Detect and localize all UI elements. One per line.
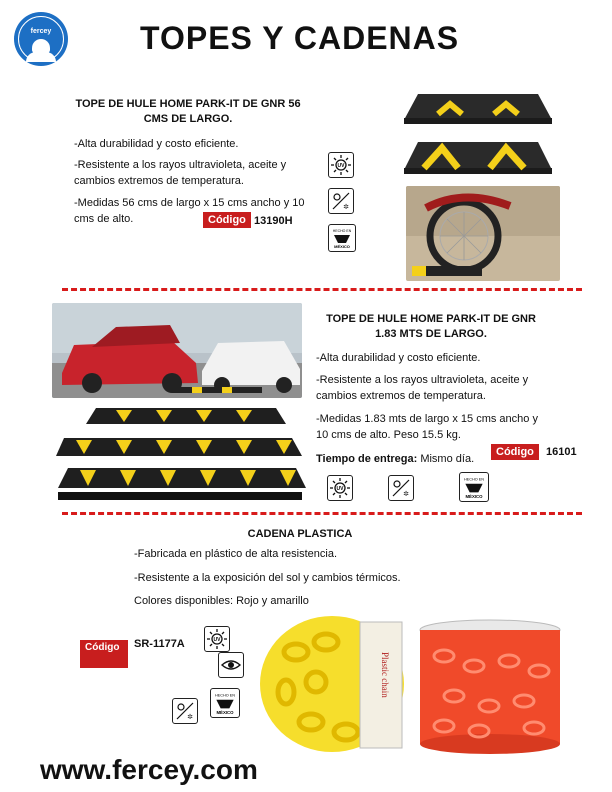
product3-title: CADENA PLASTICA [247,528,353,540]
product3-bullet-3: Colores disponibles: Rojo y amarillo [134,595,309,607]
product2-code: 16101 [546,446,577,458]
product2-bullet-3: -Medidas 1.83 mts de largo x 15 cms ancho y 10 cms de alto. Peso 15.5 kg. [316,413,538,441]
product3-photo-red-chain [414,616,566,756]
section-divider-2 [62,512,582,515]
eye-icon [218,652,244,678]
product2-delivery-value: Mismo día. [420,453,475,465]
product1-code-label: Código [203,212,251,228]
product1-bullet-1: -Alta durabilidad y costo eficiente. [74,138,239,150]
product1-title: TOPE DE HULE HOME PARK-IT DE GNR 56 CMS DE LARGO. [75,98,301,125]
page-title: TOPES Y CADENAS [140,20,460,56]
section-divider-1 [62,288,582,291]
product3-bullet-1: -Fabricada en plástico de alta resistencia. [134,548,337,560]
svg-text:UV: UV [336,486,344,492]
product1-bullet-3: -Medidas 56 cms de largo x 15 cms ancho y 10 cms de alto. [74,197,305,225]
product1-code: 13190H [254,215,293,227]
product3-code: SR-1177A [134,638,185,650]
product2-bullet-1: -Alta durabilidad y costo eficiente. [316,352,481,364]
svg-text:MÉXICO: MÉXICO [465,493,483,499]
uv-icon [328,152,354,178]
svg-text:HECHO EN: HECHO EN [464,477,484,482]
svg-text:MÉXICO: MÉXICO [216,709,234,715]
product2-delivery [316,451,474,467]
hecho-en-mexico-icon [328,224,356,252]
temperature-icon [388,475,414,501]
logo-text: fercey [30,28,52,35]
product3-photo-yellow-chain [256,612,408,756]
product3-code-label: Código [80,640,128,668]
svg-text:HECHO EN: HECHO EN [332,229,352,233]
svg-text:UV: UV [213,637,221,643]
svg-text:HECHO EN: HECHO EN [215,693,235,698]
svg-text:✲: ✲ [343,204,349,211]
hecho-en-mexico-icon [210,688,240,718]
svg-text:Plastic chain: Plastic chain [380,652,390,698]
temperature-icon [328,188,354,214]
product2-title: TOPE DE HULE HOME PARK-IT DE GNR 1.83 MTS DE LARGO. [326,313,536,340]
hecho-en-mexico-icon [459,472,489,502]
svg-text:UV: UV [337,163,345,169]
svg-text:MÉXICO: MÉXICO [334,244,350,249]
website-url[interactable]: www.fercey.com [40,754,258,785]
product2-bullet-2: -Resistente a los rayos ultravioleta, aceite y cambios extremos de temperatura. [316,374,529,402]
product2-photo-stacked-stops [56,404,306,504]
product1-photo-stop-2 [398,138,558,178]
product2-delivery-label: Tiempo de entrega: [316,453,418,465]
svg-text:✲: ✲ [403,491,409,498]
uv-icon [204,626,230,652]
temperature-icon [172,698,198,724]
product1-bullet-2: -Resistente a los rayos ultravioleta, aceite y cambios extremos de temperatura. [74,159,287,187]
product2-photo-cars [52,303,302,398]
fercey-logo [14,12,68,66]
product1-photo-motorcycle [406,186,560,281]
product3-bullet-2: -Resistente a la exposición del sol y cambios térmicos. [134,572,401,584]
uv-icon [327,475,353,501]
svg-text:✲: ✲ [187,714,193,721]
product1-photo-stop-1 [398,90,558,128]
product2-code-label: Código [491,444,539,460]
